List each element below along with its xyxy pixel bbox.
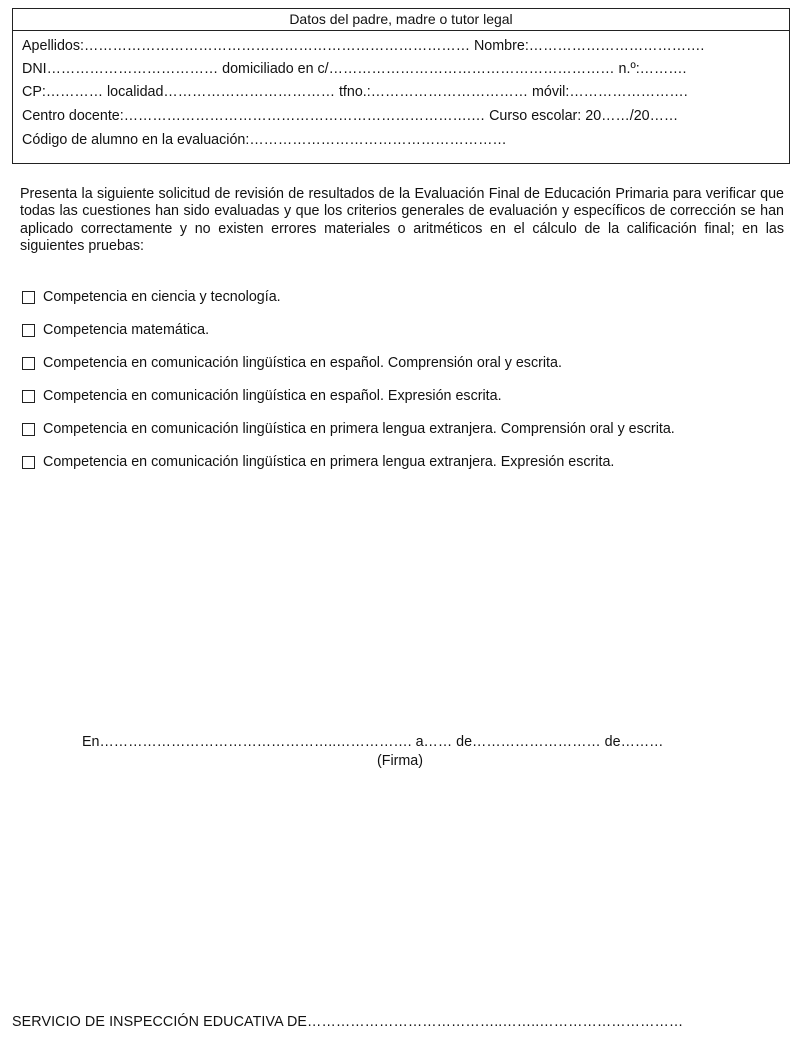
test-option-science[interactable] bbox=[22, 288, 675, 321]
test-option-spanish-comprehension[interactable] bbox=[22, 354, 675, 387]
student-code-field[interactable]: Código de alumno en la evaluación:……………………………………………… bbox=[22, 132, 507, 148]
test-option-label: Competencia en comunicación lingüística en primera lengua extranjera. Comprensión oral y escrita. bbox=[43, 421, 675, 437]
signature-label: (Firma) bbox=[376, 753, 424, 769]
inspection-service-line[interactable]: SERVICIO DE INSPECCIÓN EDUCATIVA DE…………………………………..……..………………………… bbox=[12, 1014, 684, 1030]
school-year-field[interactable]: Centro docente:……………………………………………………………….… Curso escolar: 20……/20…… bbox=[22, 108, 679, 124]
guardian-box-title: Datos del padre, madre o tutor legal bbox=[13, 9, 789, 31]
checkbox-icon[interactable] bbox=[22, 423, 35, 436]
checkbox-icon[interactable] bbox=[22, 291, 35, 304]
checkbox-icon[interactable] bbox=[22, 456, 35, 469]
test-option-label: Competencia matemática. bbox=[43, 322, 210, 338]
place-date-line[interactable]: En…………………………………………..……………. a…… de……………………… de……… bbox=[82, 734, 664, 750]
checkbox-icon[interactable] bbox=[22, 357, 35, 370]
surname-name-field[interactable]: Apellidos:……………………………………………………………………… Nombre:………………………………. bbox=[22, 38, 705, 54]
test-option-foreign-comprehension[interactable] bbox=[22, 420, 675, 453]
test-option-foreign-writing[interactable] bbox=[22, 453, 675, 486]
test-option-label: Competencia en ciencia y tecnología. bbox=[43, 289, 281, 305]
test-option-math[interactable] bbox=[22, 321, 675, 354]
test-option-label: Competencia en comunicación lingüística en español. Comprensión oral y escrita. bbox=[43, 355, 562, 371]
test-option-label: Competencia en comunicación lingüística en español. Expresión escrita. bbox=[43, 388, 502, 404]
tests-checklist bbox=[22, 288, 675, 486]
dni-address-field[interactable]: DNI……………………………… domiciliado en c/…………………………………………………… n.º:………. bbox=[22, 61, 687, 77]
test-option-spanish-writing[interactable] bbox=[22, 387, 675, 420]
request-paragraph: Presenta la siguiente solicitud de revisión de resultados de la Evaluación Final de Educación Primaria para verificar que todas las cuestiones han sido evaluadas y que los criterios generales de evaluación y específicos de corrección se han aplicado correctamente y no existen errores materiales o aritméticos en el cálculo de la calificación final; en las siguientes pruebas: bbox=[20, 186, 784, 254]
postal-city-phone-field[interactable]: CP:………… localidad……………………………… tfno.:…………………………… móvil:……………………. bbox=[22, 84, 688, 100]
checkbox-icon[interactable] bbox=[22, 324, 35, 337]
guardian-data-box bbox=[12, 8, 790, 164]
checkbox-icon[interactable] bbox=[22, 390, 35, 403]
test-option-label: Competencia en comunicación lingüística en primera lengua extranjera. Expresión escrita. bbox=[43, 454, 615, 470]
